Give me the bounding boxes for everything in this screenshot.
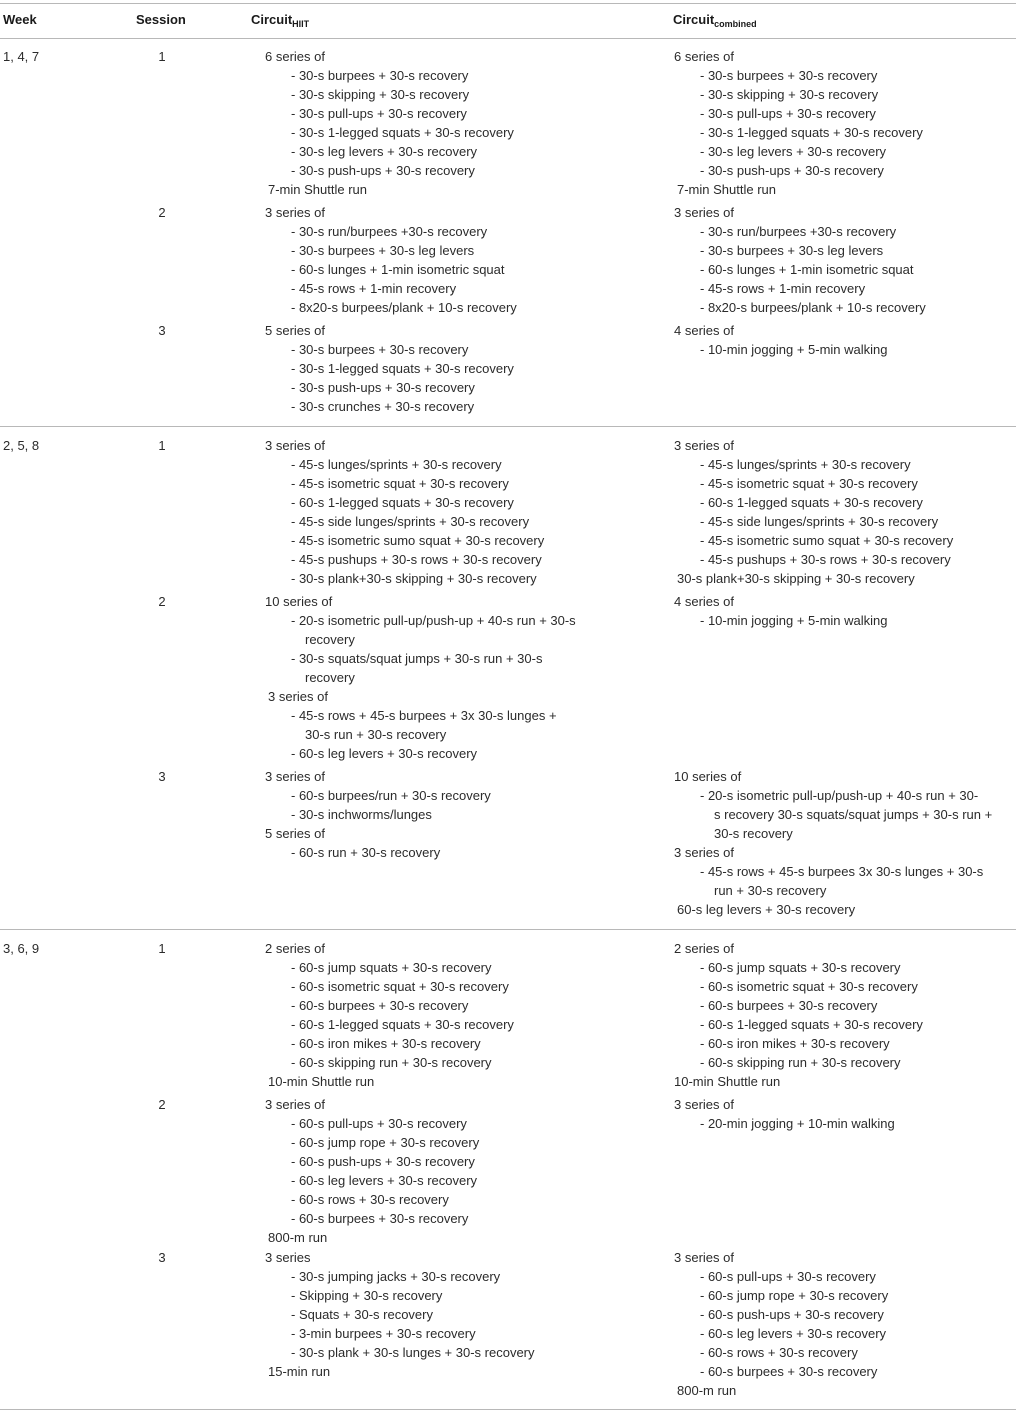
hiit-line: 6 series of — [265, 49, 325, 64]
combined-line: 30-s recovery — [714, 826, 793, 841]
combined-line: - 60-s pull-ups + 30-s recovery — [700, 1269, 876, 1284]
hiit-line: - 30-s burpees + 30-s leg levers — [291, 243, 475, 258]
hiit-line: - Squats + 30-s recovery — [291, 1307, 433, 1322]
header-circuit-hiit-sub: HIIT — [292, 19, 310, 29]
hiit-line: - 60-s skipping run + 30-s recovery — [291, 1055, 492, 1070]
hiit-line: - 30-s pull-ups + 30-s recovery — [291, 106, 467, 121]
hiit-line: - 60-s pull-ups + 30-s recovery — [291, 1116, 467, 1131]
hiit-line: - 45-s isometric squat + 30-s recovery — [291, 476, 509, 491]
hiit-line: - 60-s burpees + 30-s recovery — [291, 998, 469, 1013]
hiit-line: 3 series of — [265, 1097, 325, 1112]
hiit-line: - 60-s jump rope + 30-s recovery — [291, 1135, 480, 1150]
block-divider — [0, 426, 1016, 427]
header-session — [136, 10, 186, 29]
hiit-line: - 30-s push-ups + 30-s recovery — [291, 380, 475, 395]
combined-line: 2 series of — [674, 941, 734, 956]
combined-line: - 60-s 1-legged squats + 30-s recovery — [700, 495, 923, 510]
hiit-line: 10 series of — [265, 594, 333, 609]
hiit-line: - 60-s rows + 30-s recovery — [291, 1192, 449, 1207]
session-number: 3 — [158, 769, 166, 784]
combined-line: - 30-s burpees + 30-s recovery — [700, 68, 878, 83]
session-number: 1 — [158, 438, 166, 453]
week-cell: 1, 4, 7 — [3, 49, 40, 64]
hiit-line: - 30-s leg levers + 30-s recovery — [291, 144, 478, 159]
hiit-line: - 45-s side lunges/sprints + 30-s recovery — [291, 514, 530, 529]
hiit-line: - 30-s push-ups + 30-s recovery — [291, 163, 475, 178]
block-divider — [0, 929, 1016, 930]
combined-line: - 60-s skipping run + 30-s recovery — [700, 1055, 901, 1070]
hiit-line: - 30-s plank + 30-s lunges + 30-s recovery — [291, 1345, 535, 1360]
week-cell: 3, 6, 9 — [3, 941, 40, 956]
combined-line: 30-s plank+30-s skipping + 30-s recovery — [677, 571, 915, 586]
hiit-line: recovery — [305, 632, 355, 647]
combined-line: 7-min Shuttle run — [677, 182, 776, 197]
header-session-label: Session — [136, 12, 186, 27]
hiit-line: 3 series — [265, 1250, 311, 1265]
hiit-line: - 8x20-s burpees/plank + 10-s recovery — [291, 300, 517, 315]
combined-line: - 45-s lunges/sprints + 30-s recovery — [700, 457, 911, 472]
combined-line: - 60-s lunges + 1-min isometric squat — [700, 262, 914, 277]
combined-line: - 30-s pull-ups + 30-s recovery — [700, 106, 876, 121]
combined-line: - 45-s rows + 1-min recovery — [700, 281, 866, 296]
header-circuit-hiit — [251, 10, 309, 34]
combined-line: - 30-s run/burpees +30-s recovery — [700, 224, 897, 239]
hiit-line: 5 series of — [265, 826, 325, 841]
hiit-line: - 60-s burpees + 30-s recovery — [291, 1211, 469, 1226]
combined-line: - 45-s side lunges/sprints + 30-s recovery — [700, 514, 939, 529]
hiit-line: 800-m run — [268, 1230, 328, 1245]
header-week-label: Week — [3, 12, 37, 27]
hiit-line: 15-min run — [268, 1364, 331, 1379]
hiit-line: 10-min Shuttle run — [268, 1074, 375, 1089]
hiit-line: - 45-s lunges/sprints + 30-s recovery — [291, 457, 502, 472]
session-number: 3 — [158, 1250, 166, 1265]
hiit-line: - 45-s pushups + 30-s rows + 30-s recovery — [291, 552, 542, 567]
combined-line: 3 series of — [674, 205, 734, 220]
combined-line: - 30-s 1-legged squats + 30-s recovery — [700, 125, 923, 140]
combined-line: 3 series of — [674, 1097, 734, 1112]
week-cell: 2, 5, 8 — [3, 438, 40, 453]
hiit-line: 3 series of — [265, 769, 325, 784]
hiit-line: - 60-s lunges + 1-min isometric squat — [291, 262, 505, 277]
header-circuit-combined-main: Circuit — [673, 12, 715, 27]
combined-line: - 60-s push-ups + 30-s recovery — [700, 1307, 884, 1322]
hiit-line: - 45-s rows + 45-s burpees + 3x 30-s lunges + — [291, 708, 557, 723]
combined-line: - 10-min jogging + 5-min walking — [700, 342, 888, 357]
combined-line: - 60-s rows + 30-s recovery — [700, 1345, 858, 1360]
combined-line: - 60-s jump rope + 30-s recovery — [700, 1288, 889, 1303]
hiit-line: - 45-s rows + 1-min recovery — [291, 281, 457, 296]
combined-line: - 45-s isometric squat + 30-s recovery — [700, 476, 918, 491]
combined-line: run + 30-s recovery — [714, 883, 827, 898]
combined-line: - 60-s jump squats + 30-s recovery — [700, 960, 901, 975]
hiit-line: - 60-s 1-legged squats + 30-s recovery — [291, 1017, 514, 1032]
combined-line: - 60-s 1-legged squats + 30-s recovery — [700, 1017, 923, 1032]
combined-line: - 60-s iron mikes + 30-s recovery — [700, 1036, 890, 1051]
session-number: 2 — [158, 205, 166, 220]
session-number: 2 — [158, 594, 166, 609]
top-rule — [0, 3, 1016, 4]
combined-line: - 60-s burpees + 30-s recovery — [700, 1364, 878, 1379]
combined-line: - 30-s leg levers + 30-s recovery — [700, 144, 887, 159]
hiit-line: - 30-s run/burpees +30-s recovery — [291, 224, 488, 239]
hiit-line: - 3-min burpees + 30-s recovery — [291, 1326, 476, 1341]
hiit-line: 3 series of — [268, 689, 328, 704]
header-circuit-combined-sub: combined — [714, 19, 757, 29]
combined-line: 10-min Shuttle run — [674, 1074, 781, 1089]
hiit-line: - 45-s isometric sumo squat + 30-s recovery — [291, 533, 545, 548]
hiit-line: 7-min Shuttle run — [268, 182, 367, 197]
hiit-line: - 30-s 1-legged squats + 30-s recovery — [291, 361, 514, 376]
hiit-line: - 60-s leg levers + 30-s recovery — [291, 1173, 478, 1188]
combined-line: - 60-s isometric squat + 30-s recovery — [700, 979, 918, 994]
combined-line: - 8x20-s burpees/plank + 10-s recovery — [700, 300, 926, 315]
combined-line: - 30-s skipping + 30-s recovery — [700, 87, 879, 102]
session-number: 2 — [158, 1097, 166, 1112]
combined-line: 10 series of — [674, 769, 742, 784]
hiit-line: - 60-s iron mikes + 30-s recovery — [291, 1036, 481, 1051]
combined-line: - 10-min jogging + 5-min walking — [700, 613, 888, 628]
combined-line: 3 series of — [674, 1250, 734, 1265]
hiit-line: - 30-s 1-legged squats + 30-s recovery — [291, 125, 514, 140]
combined-line: - 45-s isometric sumo squat + 30-s recovery — [700, 533, 954, 548]
hiit-line: - 30-s burpees + 30-s recovery — [291, 68, 469, 83]
hiit-line: - 60-s leg levers + 30-s recovery — [291, 746, 478, 761]
combined-line: 3 series of — [674, 845, 734, 860]
combined-line: 60-s leg levers + 30-s recovery — [677, 902, 856, 917]
header-rule — [0, 38, 1016, 39]
hiit-line: 5 series of — [265, 323, 325, 338]
combined-line: - 45-s rows + 45-s burpees 3x 30-s lunges + 30-s — [700, 864, 984, 879]
combined-line: - 60-s leg levers + 30-s recovery — [700, 1326, 887, 1341]
hiit-line: - 20-s isometric pull-up/push-up + 40-s run + 30-s — [291, 613, 576, 628]
combined-line: - 45-s pushups + 30-s rows + 30-s recovery — [700, 552, 951, 567]
session-number: 1 — [158, 941, 166, 956]
hiit-line: 30-s run + 30-s recovery — [305, 727, 447, 742]
header-week — [3, 10, 37, 29]
combined-line: - 20-s isometric pull-up/push-up + 40-s run + 30- — [700, 788, 979, 803]
hiit-line: - 60-s burpees/run + 30-s recovery — [291, 788, 491, 803]
hiit-line: recovery — [305, 670, 355, 685]
hiit-line: - 60-s push-ups + 30-s recovery — [291, 1154, 475, 1169]
hiit-line: 3 series of — [265, 438, 325, 453]
combined-line: 4 series of — [674, 323, 734, 338]
combined-line: 6 series of — [674, 49, 734, 64]
combined-line: 800-m run — [677, 1383, 737, 1398]
hiit-line: - 60-s isometric squat + 30-s recovery — [291, 979, 509, 994]
combined-line: s recovery 30-s squats/squat jumps + 30-s run + — [714, 807, 993, 822]
hiit-line: - 30-s squats/squat jumps + 30-s run + 30-s — [291, 651, 543, 666]
combined-line: - 60-s burpees + 30-s recovery — [700, 998, 878, 1013]
hiit-line: - 30-s burpees + 30-s recovery — [291, 342, 469, 357]
combined-line: 4 series of — [674, 594, 734, 609]
combined-line: - 20-min jogging + 10-min walking — [700, 1116, 895, 1131]
bottom-rule — [0, 1409, 1016, 1410]
header-circuit-combined — [673, 10, 757, 34]
header-circuit-hiit-main: Circuit — [251, 12, 293, 27]
hiit-line: - 60-s 1-legged squats + 30-s recovery — [291, 495, 514, 510]
hiit-line: - 30-s crunches + 30-s recovery — [291, 399, 475, 414]
combined-line: - 30-s burpees + 30-s leg levers — [700, 243, 884, 258]
hiit-line: - 30-s inchworms/lunges — [291, 807, 432, 822]
session-number: 1 — [158, 49, 166, 64]
hiit-line: - 60-s run + 30-s recovery — [291, 845, 441, 860]
hiit-line: 2 series of — [265, 941, 325, 956]
hiit-line: - Skipping + 30-s recovery — [291, 1288, 443, 1303]
hiit-line: - 30-s plank+30-s skipping + 30-s recovery — [291, 571, 537, 586]
combined-line: - 30-s push-ups + 30-s recovery — [700, 163, 884, 178]
hiit-line: 3 series of — [265, 205, 325, 220]
hiit-line: - 30-s skipping + 30-s recovery — [291, 87, 470, 102]
hiit-line: - 60-s jump squats + 30-s recovery — [291, 960, 492, 975]
combined-line: 3 series of — [674, 438, 734, 453]
session-number: 3 — [158, 323, 166, 338]
hiit-line: - 30-s jumping jacks + 30-s recovery — [291, 1269, 501, 1284]
